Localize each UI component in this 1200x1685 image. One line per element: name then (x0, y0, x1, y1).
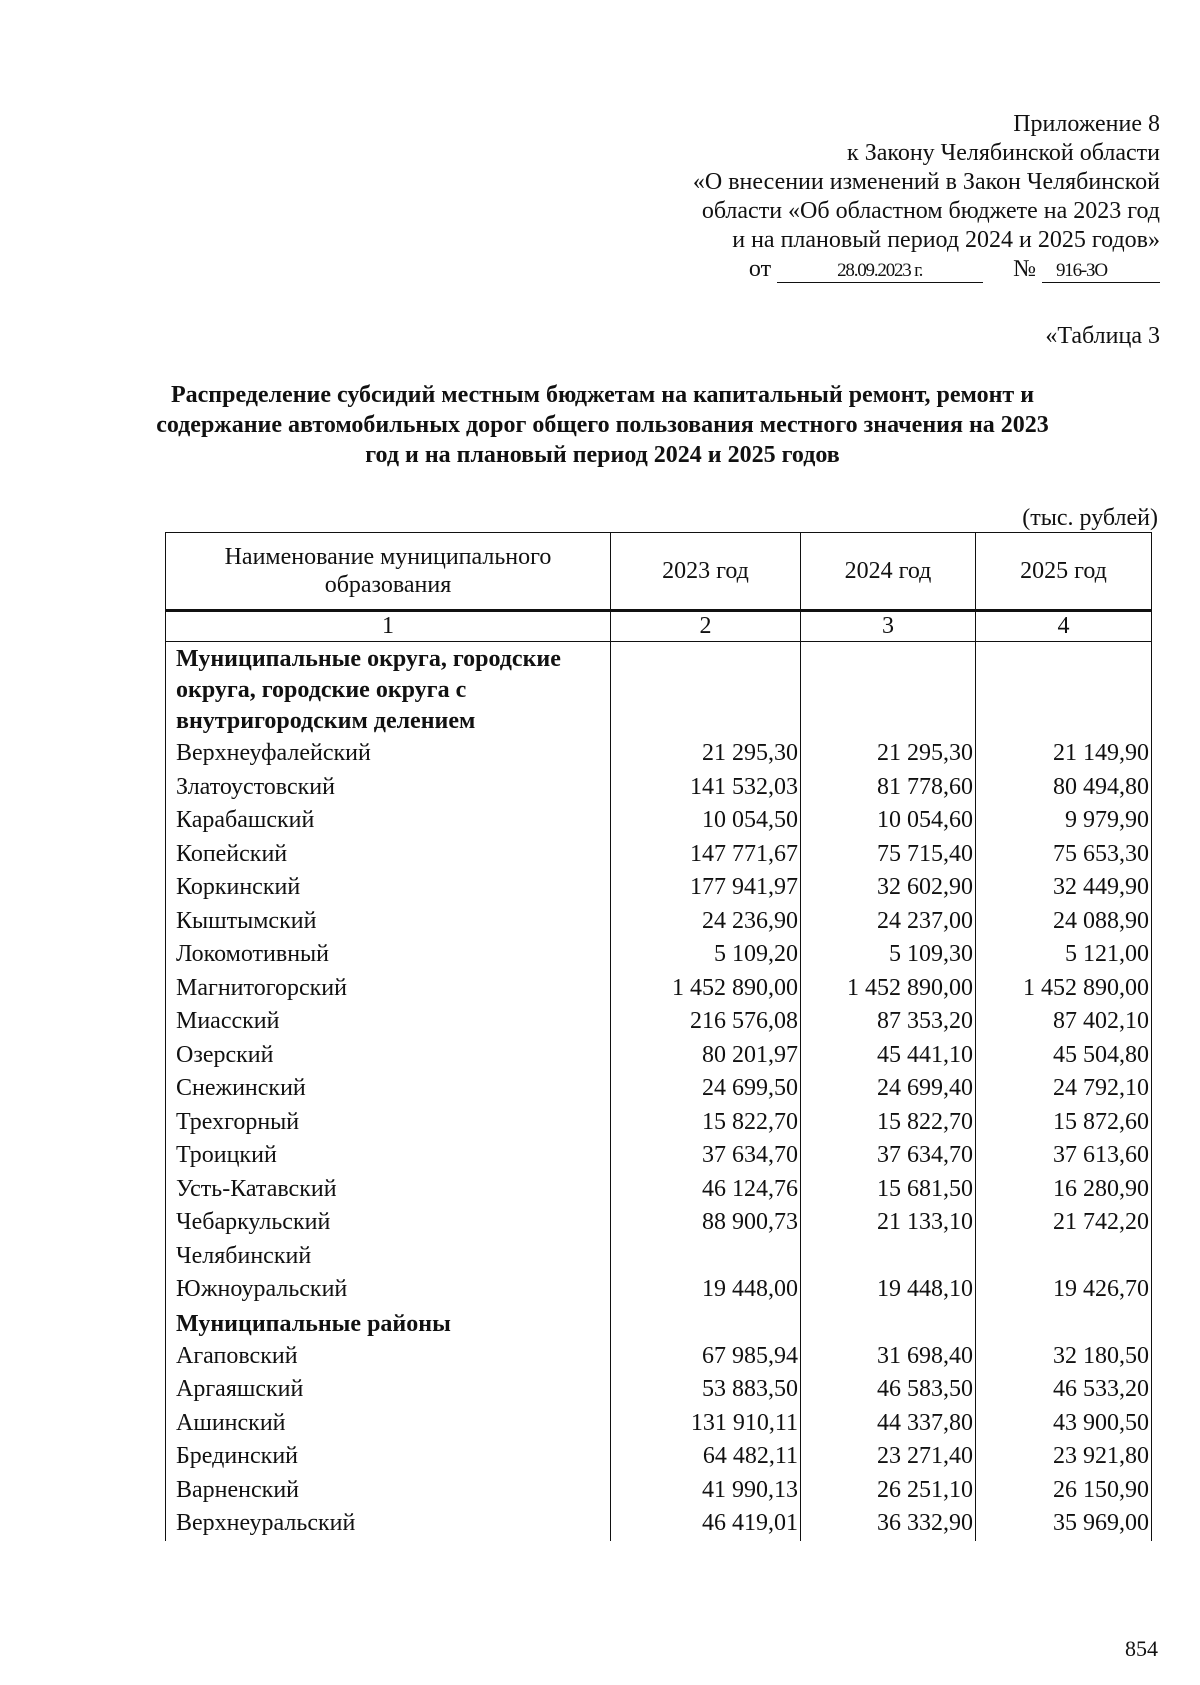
table-row (166, 1273, 1152, 1307)
value-2025: 19 426,70 (976, 1273, 1152, 1307)
law-date: 28.09.2023 г. (777, 260, 983, 283)
value-2023: 21 295,30 (611, 737, 801, 771)
municipality-name: Южноуральский (166, 1273, 611, 1307)
table-row (166, 1407, 1152, 1441)
section-header-row (166, 642, 1152, 738)
value-2025: 16 280,90 (976, 1173, 1152, 1207)
municipality-name: Брединский (166, 1440, 611, 1474)
value-2024: 81 778,60 (801, 771, 976, 805)
municipality-name: Снежинский (166, 1072, 611, 1106)
table-row (166, 1005, 1152, 1039)
municipality-name: Чебаркульский (166, 1206, 611, 1240)
value-2024: 36 332,90 (801, 1507, 976, 1541)
table-row (166, 1106, 1152, 1140)
value-2025: 46 533,20 (976, 1373, 1152, 1407)
law-date-number-line (600, 255, 1160, 284)
column-number: 3 (801, 611, 976, 642)
value-2025: 80 494,80 (976, 771, 1152, 805)
value-2023: 46 124,76 (611, 1173, 801, 1207)
value-2023: 147 771,67 (611, 838, 801, 872)
value-2023: 131 910,11 (611, 1407, 801, 1441)
value-2025: 24 792,10 (976, 1072, 1152, 1106)
municipality-name: Верхнеуральский (166, 1507, 611, 1541)
municipality-name: Магнитогорский (166, 972, 611, 1006)
value-2023: 64 482,11 (611, 1440, 801, 1474)
table-row (166, 1039, 1152, 1073)
municipality-name: Верхнеуфалейский (166, 737, 611, 771)
municipality-name: Коркинский (166, 871, 611, 905)
empty-cell (976, 1307, 1152, 1340)
value-2023: 19 448,00 (611, 1273, 801, 1307)
header-2024: 2024 год (801, 533, 976, 611)
column-number: 2 (611, 611, 801, 642)
value-2023: 88 900,73 (611, 1206, 801, 1240)
page-number: 854 (1125, 1636, 1158, 1661)
value-2023: 46 419,01 (611, 1507, 801, 1541)
value-2025: 32 180,50 (976, 1340, 1152, 1374)
municipality-name: Озерский (166, 1039, 611, 1073)
section-header-row (166, 1307, 1152, 1340)
value-2025: 23 921,80 (976, 1440, 1152, 1474)
municipality-name: Карабашский (166, 804, 611, 838)
municipality-name: Ашинский (166, 1407, 611, 1441)
municipality-name: Аргаяшский (166, 1373, 611, 1407)
value-2024: 45 441,10 (801, 1039, 976, 1073)
value-2025 (976, 1240, 1152, 1274)
table-row (166, 804, 1152, 838)
table-row (166, 1474, 1152, 1508)
value-2025: 75 653,30 (976, 838, 1152, 872)
value-2025: 87 402,10 (976, 1005, 1152, 1039)
empty-cell (611, 1307, 801, 1340)
value-2024: 32 602,90 (801, 871, 976, 905)
value-2025: 9 979,90 (976, 804, 1152, 838)
value-2023: 67 985,94 (611, 1340, 801, 1374)
table-row (166, 1240, 1152, 1274)
appendix-line: «О внесении изменений в Закон Челябинской (692, 169, 1160, 195)
value-2024: 15 822,70 (801, 1106, 976, 1140)
municipality-name: Агаповский (166, 1340, 611, 1374)
value-2024: 31 698,40 (801, 1340, 976, 1374)
table-row (166, 1340, 1152, 1374)
value-2023: 141 532,03 (611, 771, 801, 805)
value-2024: 5 109,30 (801, 938, 976, 972)
value-2024: 37 634,70 (801, 1139, 976, 1173)
municipality-name: Челябинский (166, 1240, 611, 1274)
column-number: 1 (166, 611, 611, 642)
table-row (166, 905, 1152, 939)
law-number: 916-ЗО (1042, 260, 1160, 283)
value-2024: 15 681,50 (801, 1173, 976, 1207)
empty-cell (611, 642, 801, 738)
value-2023: 41 990,13 (611, 1474, 801, 1508)
date-prefix: от (748, 256, 772, 282)
table-row (166, 1373, 1152, 1407)
table-row (166, 1173, 1152, 1207)
value-2024: 87 353,20 (801, 1005, 976, 1039)
value-2024: 24 699,40 (801, 1072, 976, 1106)
empty-cell (801, 1307, 976, 1340)
number-sign: № (1013, 256, 1036, 282)
value-2025: 5 121,00 (976, 938, 1152, 972)
municipality-name: Копейский (166, 838, 611, 872)
value-2023: 5 109,20 (611, 938, 801, 972)
value-2024: 10 054,60 (801, 804, 976, 838)
value-2023: 53 883,50 (611, 1373, 801, 1407)
table-row (166, 938, 1152, 972)
units-label: (тыс. рублей) (1022, 505, 1158, 531)
header-2025: 2025 год (976, 533, 1152, 611)
value-2024: 23 271,40 (801, 1440, 976, 1474)
header-2023: 2023 год (611, 533, 801, 611)
value-2025: 43 900,50 (976, 1407, 1152, 1441)
subsidy-table (165, 532, 1152, 1541)
municipality-name: Трехгорный (166, 1106, 611, 1140)
table-row (166, 838, 1152, 872)
table-row (166, 1139, 1152, 1173)
municipality-name: Троицкий (166, 1139, 611, 1173)
value-2024: 44 337,80 (801, 1407, 976, 1441)
value-2025: 35 969,00 (976, 1507, 1152, 1541)
appendix-header (600, 110, 1160, 284)
value-2023: 37 634,70 (611, 1139, 801, 1173)
section-title: Муниципальные районы (166, 1307, 611, 1340)
empty-cell (976, 642, 1152, 738)
table-row (166, 871, 1152, 905)
value-2025: 1 452 890,00 (976, 972, 1152, 1006)
municipality-name: Локомотивный (166, 938, 611, 972)
table-row (166, 1206, 1152, 1240)
value-2024: 21 295,30 (801, 737, 976, 771)
municipality-name: Златоустовский (166, 771, 611, 805)
value-2023: 1 452 890,00 (611, 972, 801, 1006)
value-2024: 75 715,40 (801, 838, 976, 872)
appendix-line: области «Об областном бюджете на 2023 год (701, 198, 1160, 224)
value-2024: 1 452 890,00 (801, 972, 976, 1006)
appendix-line: и на плановый период 2024 и 2025 годов» (732, 227, 1160, 253)
value-2025: 21 149,90 (976, 737, 1152, 771)
value-2024: 46 583,50 (801, 1373, 976, 1407)
value-2023 (611, 1240, 801, 1274)
value-2024: 21 133,10 (801, 1206, 976, 1240)
table-row (166, 1440, 1152, 1474)
value-2023: 216 576,08 (611, 1005, 801, 1039)
municipality-name: Миасский (166, 1005, 611, 1039)
value-2024: 19 448,10 (801, 1273, 976, 1307)
value-2025: 15 872,60 (976, 1106, 1152, 1140)
value-2025: 32 449,90 (976, 871, 1152, 905)
value-2025: 21 742,20 (976, 1206, 1152, 1240)
table-row (166, 1072, 1152, 1106)
value-2024: 24 237,00 (801, 905, 976, 939)
value-2025: 26 150,90 (976, 1474, 1152, 1508)
value-2025: 45 504,80 (976, 1039, 1152, 1073)
value-2023: 15 822,70 (611, 1106, 801, 1140)
municipality-name: Варненский (166, 1474, 611, 1508)
table-reference: «Таблица 3 (1045, 323, 1160, 349)
appendix-line: Приложение 8 (1013, 111, 1160, 137)
value-2025: 24 088,90 (976, 905, 1152, 939)
table-row (166, 737, 1152, 771)
value-2023: 177 941,97 (611, 871, 801, 905)
header-municipality: Наименование муниципального образования (166, 533, 611, 611)
value-2023: 80 201,97 (611, 1039, 801, 1073)
municipality-name: Кыштымский (166, 905, 611, 939)
value-2023: 24 699,50 (611, 1072, 801, 1106)
table-row (166, 771, 1152, 805)
header-row (166, 533, 1152, 611)
table-row (166, 972, 1152, 1006)
appendix-line: к Закону Челябинской области (847, 140, 1160, 166)
value-2024: 26 251,10 (801, 1474, 976, 1508)
value-2025: 37 613,60 (976, 1139, 1152, 1173)
table-row (166, 1507, 1152, 1541)
empty-cell (801, 642, 976, 738)
value-2023: 10 054,50 (611, 804, 801, 838)
value-2024 (801, 1240, 976, 1274)
value-2023: 24 236,90 (611, 905, 801, 939)
municipality-name: Усть-Катавский (166, 1173, 611, 1207)
document-title: Распределение субсидий местным бюджетам на капитальный ремонт, ремонт и содержание автомобильных дорог общего пользования местного значения на 2023 год и на плановый период 2024 и 2025 годов (156, 382, 1049, 468)
column-number-row (166, 611, 1152, 642)
column-number: 4 (976, 611, 1152, 642)
section-title: Муниципальные округа, городские округа, городские округа с внутригородским делением (166, 642, 611, 738)
